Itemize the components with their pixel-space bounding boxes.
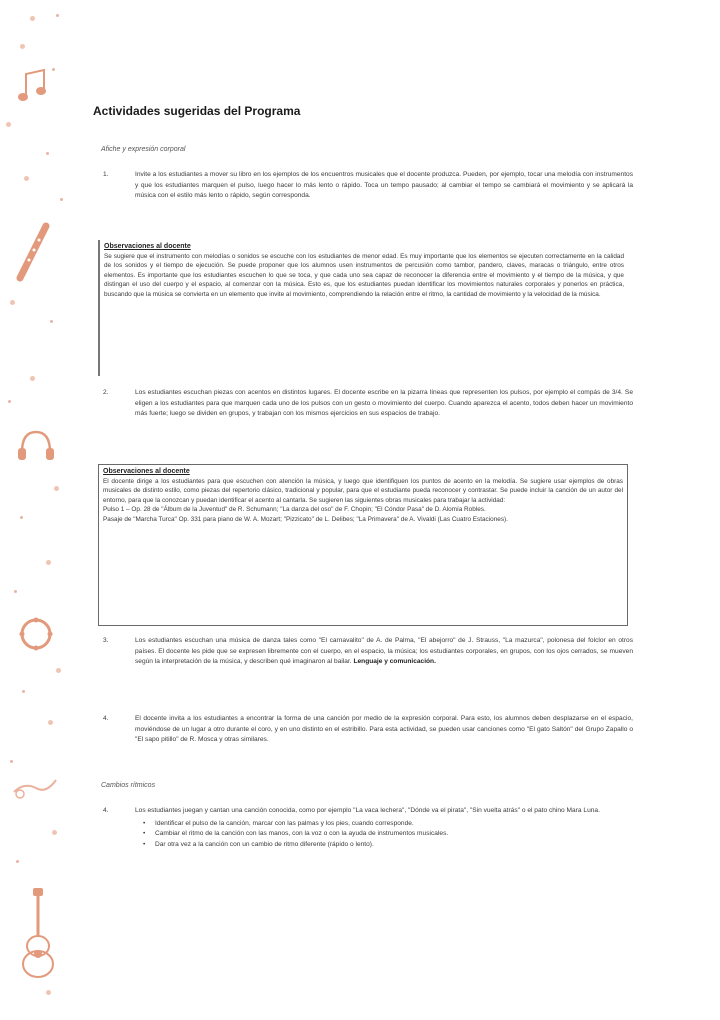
activity-text: Los estudiantes juegan y cantan una canción conocida, como por ejemplo "La vaca lechera", "Dónde va el pirata", "Sin vuelta atrás" o el pato chino Mara Luna. bbox=[135, 807, 600, 814]
decor-dot bbox=[22, 690, 25, 693]
decor-dot bbox=[30, 376, 35, 381]
decor-dot bbox=[10, 300, 15, 305]
decor-dot bbox=[20, 44, 25, 49]
bullet-item: • Identificar el pulso de la canción, marcar con las palmas y los pies, cuando corresponde. bbox=[155, 819, 633, 830]
observation-heading: Observaciones al docente bbox=[103, 468, 190, 475]
bullet-item: • Cambiar el ritmo de la canción con las manos, con la voz o con la ayuda de instrumentos musicales. bbox=[155, 829, 633, 840]
trumpet-icon bbox=[10, 770, 60, 804]
activity-item bbox=[93, 388, 633, 420]
music-note-icon bbox=[16, 66, 50, 106]
activity-number: 2. bbox=[103, 389, 109, 396]
decor-dot bbox=[16, 860, 19, 863]
activity-item bbox=[93, 714, 633, 746]
subject-link-label: Lenguaje y comunicación. bbox=[353, 658, 436, 665]
decor-dot bbox=[46, 560, 51, 565]
section-heading: Afiche y expresión corporal bbox=[101, 146, 186, 153]
page-title: Actividades sugeridas del Programa bbox=[93, 104, 301, 118]
decor-dot bbox=[48, 720, 53, 725]
decor-dot bbox=[52, 68, 55, 71]
bullet-item: • Dar otra vez a la canción con un cambio de ritmo diferente (rápido o lento). bbox=[155, 840, 633, 851]
decor-dot bbox=[6, 122, 11, 127]
decor-dot bbox=[14, 590, 17, 593]
decor-dot bbox=[46, 152, 49, 155]
teacher-observation-box bbox=[98, 464, 628, 626]
observation-works: Pasaje de "Marcha Turca" Op. 331 para piano de W. A. Mozart; "Pizzicato" de L. Delibes; "La Primavera" de A. Vivaldi (Las Cuatro Estaciones). bbox=[103, 515, 508, 523]
activity-text: Invite a los estudiantes a mover su libro en los ejemplos de los encuentros musicales que el docente produzca. Pueden, por ejemplo, tocar una melodía con instrumentos y que los estudiantes marquen el pulso, luego hacer lo más lento o rápido. Toca un tempo pausado; al cambiar el tempo se cambiará el movimiento y se aplicará la música con el estilo más lento o rápido, según corresponda. bbox=[135, 171, 633, 199]
activity-item bbox=[93, 806, 633, 850]
decor-dot bbox=[56, 14, 59, 17]
observation-text: El docente dirige a los estudiantes para que escuchen con atención la música, y luego que identifiquen los puntos de acento en la melodía. Se sugiere usar ejemplos de obras musicales de distinto estilo, como piezas del repertorio clásico, tradicional y popular, para que el estudiante pueda reconocer y contrastar. Se puede incluir la canción de un autor del entorno, para que la conozcan y puedan identificar el acento al cantarla. Se sugieren las siguientes obras musicales para trabajar la actividad: bbox=[103, 477, 623, 504]
teacher-observation-box bbox=[98, 240, 628, 376]
activity-number: 4. bbox=[103, 715, 109, 722]
guitar-icon bbox=[18, 888, 58, 980]
activity-number: 4. bbox=[103, 807, 109, 814]
observation-text: Se sugiere que el instrumento con melodías o sonidos se escuche con los estudiantes de menor edad. Es muy importante que los elementos se ejecuten correctamente en la calidad de los sonidos y el tiempo de ejecución. Se puede proponer que los alumnos usen instrumentos de percusión como tambor, pandero, claves, maracas o triángulo, entre otros elementos. Es importante que los estudiantes escuchen lo que se toca, y que cada uno sea capaz de reconocer la diferencia entre el movimiento y el tiempo de la música, y que distingan el uso del cuerpo y el espacio, al comenzar con la música. Esto es, que los estudiantes puedan identificar los movimientos naturales corporales y ponerlos en práctica, buscando que la música se convierta en un elemento que invite al movimiento, comprendiendo la relación entre el ritmo, la cantidad de movimiento y la velocidad de la música. bbox=[104, 252, 624, 298]
activity-number: 3. bbox=[103, 637, 109, 644]
decor-dot bbox=[20, 516, 23, 519]
observation-heading: Observaciones al docente bbox=[104, 243, 191, 250]
decor-dot bbox=[56, 668, 61, 673]
decor-dot bbox=[54, 486, 59, 491]
activity-text: El docente invita a los estudiantes a encontrar la forma de una canción por medio de la expresión corporal. Para esto, los alumnos deben desplazarse en el espacio, moviéndose de un lugar a otro durante el coro, y en uno distinto en el estribillo. Para esta actividad, se pueden usar canciones como "El gato Saltón" del Grupo Zapallo o "El sapo pitillo" de R. Mosca y otras similares. bbox=[135, 715, 633, 743]
activity-number: 1. bbox=[103, 171, 109, 178]
flute-icon bbox=[12, 222, 52, 284]
decor-dot bbox=[50, 320, 53, 323]
activity-item bbox=[93, 636, 633, 668]
headphones-icon bbox=[16, 428, 56, 464]
decorative-margin bbox=[0, 0, 80, 1020]
tambourine-icon bbox=[16, 614, 56, 654]
decor-dot bbox=[60, 198, 63, 201]
decor-dot bbox=[8, 400, 11, 403]
activity-text: Los estudiantes escuchan piezas con acentos en distintos lugares. El docente escribe en la pizarra líneas que representen los pulsos, por ejemplo el compás de 3/4. Se eligen a los estudiantes para que marquen cada uno de los pulsos con un gesto o movimiento del cuerpo. Cuando aparezca el acento, todos deben hacer un movimiento más fuerte; luego se dividen en grupos, y trabajan con los mismos ejercicios en sus espacios de trabajo. bbox=[135, 389, 633, 417]
decor-dot bbox=[10, 760, 13, 763]
activity-text bbox=[135, 636, 633, 668]
decor-dot bbox=[46, 990, 51, 995]
activity-item bbox=[93, 170, 633, 202]
decor-dot bbox=[52, 830, 57, 835]
activity-text-body: Los estudiantes escuchan una música de danza tales como "El carnavalito" de A. de Palma, "El abejorro" de J. Strauss, "La mazurca", polonesa del folclor en otros países. El docente les pide que se expresen libremente con el cuerpo, en el espacio, la música; los estudiantes corporales, en grupos, con los ojos cerrados, se mueven según la interpretación de la música, y describen qué imaginaron al bailar. bbox=[135, 637, 633, 665]
decor-dot bbox=[30, 16, 35, 21]
section-heading: Cambios rítmicos bbox=[101, 782, 156, 789]
observation-works: Pulso 1 – Op. 28 de "Álbum de la Juventud" de R. Schumann; "La danza del oso" de F. Chopin; "El Cóndor Pasa" de D. Alomía Robles. bbox=[103, 506, 486, 514]
decor-dot bbox=[24, 176, 29, 181]
activity-bullets bbox=[155, 819, 633, 851]
